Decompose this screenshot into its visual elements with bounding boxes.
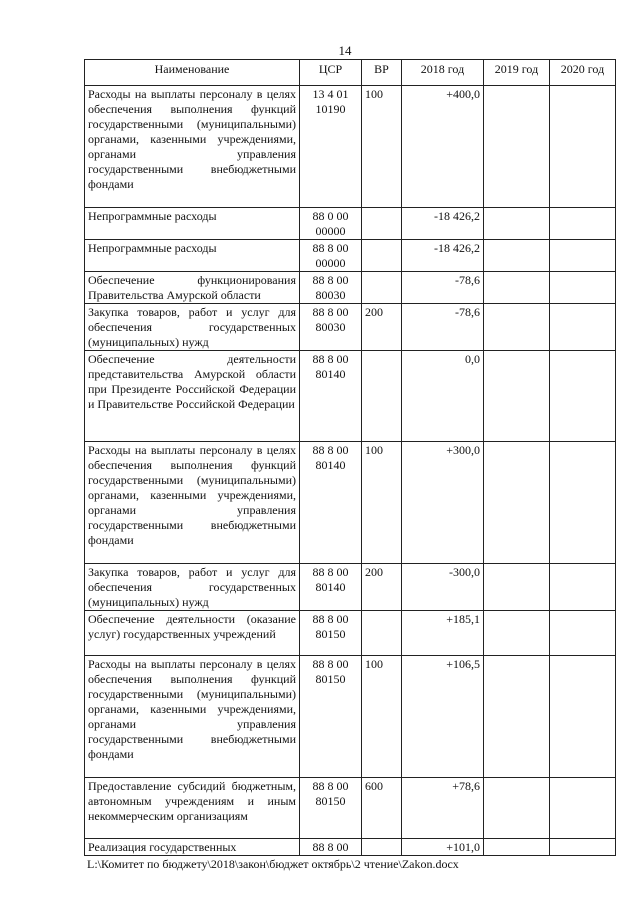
cell-vr: 200 bbox=[362, 564, 402, 611]
table-row bbox=[85, 240, 616, 272]
cell-2020 bbox=[550, 778, 616, 839]
cell-2020 bbox=[550, 208, 616, 240]
cell-2020 bbox=[550, 656, 616, 778]
cell-name: Реализация государственных bbox=[85, 839, 300, 856]
footer-file-path: L:\Комитет по бюджету\2018\закон\бюджет октябрь\2 чтение\Zakon.docx bbox=[87, 857, 459, 871]
cell-2020 bbox=[550, 564, 616, 611]
cell-csr: 88 8 00 80140 bbox=[300, 351, 362, 442]
cell-csr: 88 8 00 80140 bbox=[300, 564, 362, 611]
cell-2019 bbox=[484, 611, 550, 656]
cell-csr: 88 8 00 bbox=[300, 839, 362, 856]
cell-vr bbox=[362, 839, 402, 856]
cell-vr: 100 bbox=[362, 442, 402, 564]
cell-2018: +101,0 bbox=[402, 839, 484, 856]
table-header-row bbox=[85, 60, 616, 86]
cell-vr: 100 bbox=[362, 656, 402, 778]
header-2019: 2019 год bbox=[484, 60, 550, 86]
cell-2018: +300,0 bbox=[402, 442, 484, 564]
cell-2018: -18 426,2 bbox=[402, 208, 484, 240]
cell-2020 bbox=[550, 240, 616, 272]
cell-name: Закупка товаров, работ и услуг для обеспечения государственных (муниципальных) нужд bbox=[85, 564, 300, 611]
cell-2018: +400,0 bbox=[402, 86, 484, 208]
cell-csr: 88 8 00 00000 bbox=[300, 240, 362, 272]
cell-csr: 88 8 00 80030 bbox=[300, 272, 362, 304]
cell-2018: +78,6 bbox=[402, 778, 484, 839]
table-row bbox=[85, 611, 616, 656]
cell-name: Расходы на выплаты персоналу в целях обеспечения выполнения функций государственными (муниципальными) органами, казенными учреждениями, органами управления государственными внебюджетными фондами bbox=[85, 86, 300, 208]
cell-csr: 88 8 00 80140 bbox=[300, 442, 362, 564]
table-row bbox=[85, 564, 616, 611]
cell-vr bbox=[362, 611, 402, 656]
cell-2019 bbox=[484, 839, 550, 856]
cell-2020 bbox=[550, 304, 616, 351]
page-number: 14 bbox=[338, 43, 352, 58]
cell-2019 bbox=[484, 272, 550, 304]
cell-name: Расходы на выплаты персоналу в целях обеспечения выполнения функций государственными (муниципальными) органами, казенными учреждениями, органами управления государственными внебюджетными фондами bbox=[85, 442, 300, 564]
cell-name: Расходы на выплаты персоналу в целях обеспечения выполнения функций государственными (муниципальными) органами, казенными учреждениями, органами управления государственными внебюджетными фондами bbox=[85, 656, 300, 778]
cell-vr bbox=[362, 272, 402, 304]
cell-2018: -78,6 bbox=[402, 272, 484, 304]
budget-table bbox=[84, 59, 616, 856]
cell-2018: 0,0 bbox=[402, 351, 484, 442]
cell-2019 bbox=[484, 442, 550, 564]
table-row bbox=[85, 86, 616, 208]
cell-2019 bbox=[484, 304, 550, 351]
cell-2019 bbox=[484, 351, 550, 442]
cell-vr: 200 bbox=[362, 304, 402, 351]
header-vr: ВР bbox=[362, 60, 402, 86]
cell-csr: 13 4 01 10190 bbox=[300, 86, 362, 208]
cell-csr: 88 8 00 80150 bbox=[300, 778, 362, 839]
cell-2020 bbox=[550, 351, 616, 442]
table-row bbox=[85, 351, 616, 442]
table-row bbox=[85, 656, 616, 778]
cell-vr: 600 bbox=[362, 778, 402, 839]
cell-2018: +185,1 bbox=[402, 611, 484, 656]
cell-name: Обеспечение деятельности (оказание услуг) государственных учреждений bbox=[85, 611, 300, 656]
cell-name: Закупка товаров, работ и услуг для обеспечения государственных (муниципальных) нужд bbox=[85, 304, 300, 351]
cell-2020 bbox=[550, 86, 616, 208]
cell-name: Обеспечение деятельности представительства Амурской области при Президенте Российской Федерации и Правительстве Российской Федерации bbox=[85, 351, 300, 442]
cell-2018: -300,0 bbox=[402, 564, 484, 611]
cell-name: Непрограммные расходы bbox=[85, 240, 300, 272]
cell-csr: 88 0 00 00000 bbox=[300, 208, 362, 240]
table-row bbox=[85, 272, 616, 304]
cell-vr bbox=[362, 240, 402, 272]
table-row bbox=[85, 208, 616, 240]
cell-2019 bbox=[484, 86, 550, 208]
cell-2019 bbox=[484, 208, 550, 240]
cell-2018: -78,6 bbox=[402, 304, 484, 351]
cell-2018: -18 426,2 bbox=[402, 240, 484, 272]
cell-name: Непрограммные расходы bbox=[85, 208, 300, 240]
cell-vr bbox=[362, 351, 402, 442]
table-row bbox=[85, 442, 616, 564]
cell-2019 bbox=[484, 778, 550, 839]
table-row bbox=[85, 304, 616, 351]
cell-2020 bbox=[550, 839, 616, 856]
header-2018: 2018 год bbox=[402, 60, 484, 86]
cell-2020 bbox=[550, 272, 616, 304]
header-csr: ЦСР bbox=[300, 60, 362, 86]
cell-2020 bbox=[550, 442, 616, 564]
cell-2019 bbox=[484, 564, 550, 611]
cell-2019 bbox=[484, 656, 550, 778]
table-row bbox=[85, 778, 616, 839]
cell-2019 bbox=[484, 240, 550, 272]
cell-name: Предоставление субсидий бюджетным, автономным учреждениям и иным некоммерческим организациям bbox=[85, 778, 300, 839]
cell-csr: 88 8 00 80150 bbox=[300, 656, 362, 778]
cell-vr: 100 bbox=[362, 86, 402, 208]
table-row bbox=[85, 839, 616, 856]
cell-csr: 88 8 00 80030 bbox=[300, 304, 362, 351]
cell-csr: 88 8 00 80150 bbox=[300, 611, 362, 656]
cell-name: Обеспечение функционирования Правительства Амурской области bbox=[85, 272, 300, 304]
header-name: Наименование bbox=[85, 60, 300, 86]
cell-vr bbox=[362, 208, 402, 240]
cell-2018: +106,5 bbox=[402, 656, 484, 778]
header-2020: 2020 год bbox=[550, 60, 616, 86]
cell-2020 bbox=[550, 611, 616, 656]
